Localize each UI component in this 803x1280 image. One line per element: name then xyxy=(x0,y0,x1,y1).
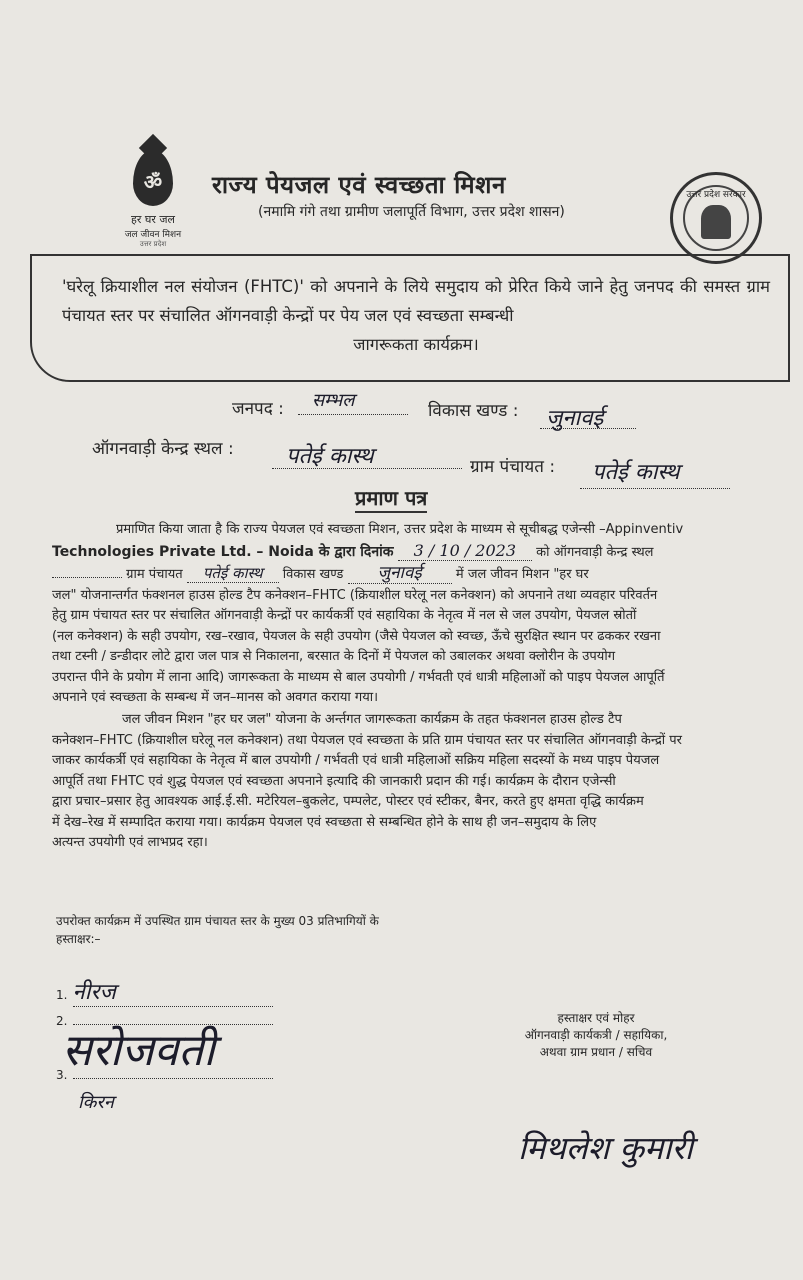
up-government-seal-icon xyxy=(670,172,762,264)
p2-line: कनेक्शन–FHTC (क्रियाशील घरेलू नल कनेक्शन) तथा पेयजल एवं स्वच्छता के प्रति ग्राम पंचायत स्तर पर संचालित ऑगनवाड़ी केन्द्रों पर xyxy=(52,732,682,748)
gram-panchayat-label: ग्राम पंचायत : xyxy=(470,457,556,477)
participants-intro: उपरोक्त कार्यक्रम में उपस्थित ग्राम पंचायत स्तर के मुख्य 03 प्रतिभागियों के हस्ताक्षर:– xyxy=(56,914,379,946)
janpad-label: जनपद : xyxy=(232,399,284,419)
logo-line3: उत्तर प्रदेश xyxy=(139,240,167,248)
participant-row: 2. xyxy=(56,1010,273,1029)
banner-line1: 'घरेलू क्रियाशील नल संयोजन (FHTC)' को अपनाने के लिये समुदाय को प्रेरित किये जाने हेतु जनपद xyxy=(62,277,674,296)
participant-signature: किरन xyxy=(78,1092,114,1113)
p1-line: ग्राम पंचायत पतेई कास्थ विकास खण्ड जुनावई में जल जीवन मिशन "हर घर xyxy=(52,563,792,586)
banner-line2: की समस्त ग्राम पंचायत स्तर पर संचालित ऑगनवाड़ी केन्द्रों पर पेय जल एवं स्वच्छता सम्बन्धी xyxy=(62,277,771,325)
jal-jeevan-mission-logo xyxy=(118,150,188,249)
participant-row: 1. नीरज xyxy=(56,976,273,1007)
certificate-paragraph-2 xyxy=(52,710,792,854)
water-drop-icon: ॐ xyxy=(133,150,173,206)
p1-line: जल" योजनान्तर्गत फंक्शनल हाउस होल्ड टैप कनेक्शन–FHTC (क्रियाशील घरेलू नल कनेक्शन) को अपनाने तथा व्यवहार परिवर्तन xyxy=(52,587,658,603)
program-date: 3 / 10 / 2023 xyxy=(398,541,532,561)
anganwadi-field: पतेई कास्थ xyxy=(272,440,462,469)
p2-line: अत्यन्त उपयोगी एवं लाभप्रद रहा। xyxy=(52,835,208,850)
p1-line: हेतु ग्राम पंचायत स्तर पर संचालित ऑगनवाड़ी केन्द्रों पर कार्यकर्त्री एवं सहायिका के नेतृत्व में नल से जल उपयोग, पेयजल स्रोतों xyxy=(52,608,637,623)
p1-line: अपनाने एवं स्वच्छता के सम्बन्ध में जन–मानस को अवगत कराया गया। xyxy=(52,690,379,705)
logo-line1: हर घर जल xyxy=(131,213,175,226)
vikas-khand-label: विकास खण्ड : xyxy=(428,401,519,421)
p1-line: तथा टस्नी / डन्डीदार लोटे द्वारा जल पात्र से निकालना, बरसात के दिनों में पेयजल को उबालकर अथवा क्लोरीन के उपयोग xyxy=(52,649,616,664)
program-banner xyxy=(30,254,790,382)
page-subtitle: (नमामि गंगे तथा ग्रामीण जलापूर्ति विभाग, उत्तर प्रदेश शासन) xyxy=(258,204,565,220)
logo-line2: जल जीवन मिशन xyxy=(124,230,182,240)
p2-line: जाकर कार्यकर्त्री एवं सहायिका के नेतृत्व में बाल उपयोगी / गर्भवती एवं धात्री महिलाओं सक्रिय महिला सदस्यों के मध्य पाइप पेयजल xyxy=(52,753,660,768)
participant-row: 3. xyxy=(56,1064,273,1083)
janpad-field: सम्भल xyxy=(298,388,408,415)
p2-line: में देख–रेख में सम्पादित कराया गया। कार्यक्रम पेयजल एवं स्वच्छता से सम्बन्धित होने के साथ ही जन–समुदाय के लिए xyxy=(52,814,597,830)
signatory-block: हस्ताक्षर एवं मोहर ऑगनवाड़ी कार्यकत्री / सहायिका, अथवा ग्राम प्रधान / सचिव xyxy=(524,1011,668,1059)
signatory-signature: मिथलेश कुमारी xyxy=(518,1129,693,1167)
p2-line: आपूर्ति तथा FHTC एवं शुद्ध पेयजल एवं स्वच्छता अपनाने इत्यादि की जानकारी प्रदान की गई। कार्यक्रम के दौरान एजेन्सी xyxy=(52,773,616,789)
emblem-icon xyxy=(701,205,731,239)
page-title: राज्य पेयजल एवं स्वच्छता मिशन xyxy=(212,171,506,199)
certificate-paragraph-1 xyxy=(52,520,792,709)
seal-text: उत्तर प्रदेश सरकार xyxy=(686,190,746,200)
p2-line: द्वारा प्रचार–प्रसार हेतु आवश्यक आई.ई.सी. मटेरियल–बुकलेट, पम्पलेट, पोस्टर एवं स्टीकर, बैनर, करते हुए क्षमता वृद्धि कार्यक्रम xyxy=(52,794,644,809)
certificate-heading: प्रमाण पत्र xyxy=(355,484,427,513)
anganwadi-label: ऑगनवाड़ी केन्द्र स्थल : xyxy=(92,439,234,459)
participant-signature: सरोजवती xyxy=(62,1025,215,1076)
vikas-khand-field: जुनावई xyxy=(540,402,636,429)
p2-line: जल जीवन मिशन "हर घर जल" योजना के अर्न्तगत जागरूकता कार्यक्रम के तहत फंक्शनल हाउस होल्ड टैप xyxy=(122,712,622,727)
gram-panchayat-field: पतेई कास्थ xyxy=(580,456,730,489)
banner-line3: जागरूकता कार्यक्रम। xyxy=(353,335,479,354)
p1-line: Technologies Private Ltd. – Noida के द्वारा दिनांक 3 / 10 / 2023 को ऑगनवाड़ी केन्द्र स्थल xyxy=(52,540,654,560)
p1-line: (नल कनेक्शन) के सही उपयोग, रख–रखाव, पेयजल के सही उपयोग (जैसे पेयजल को स्वच्छ, ऊँचे सुरक्षित स्थान पर ढककर रखना xyxy=(52,628,661,644)
p1-line: प्रमाणित किया जाता है कि राज्य पेयजल एवं स्वच्छता मिशन, उत्तर प्रदेश के माध्यम से सूचीबद्ध एजेन्सी –Appinventiv xyxy=(116,522,684,537)
p1-line: उपरान्त पीने के प्रयोग में लाना आदि) जागरूकता के माध्यम से बाल उपयोगी / गर्भवती एवं धात्री महिलाओं को पाइप पेयजल आपूर्ति xyxy=(52,669,665,685)
participant-signature: नीरज xyxy=(72,980,116,1005)
